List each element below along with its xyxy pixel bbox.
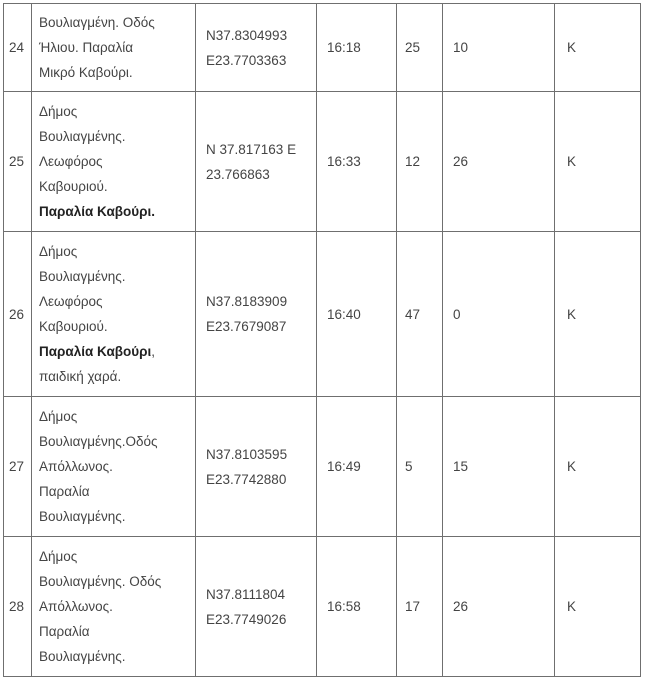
location-description-cell bbox=[32, 232, 196, 397]
location-text: Βουλιαγμένης. Οδός bbox=[39, 574, 162, 589]
longitude-text: E23.7679087 bbox=[206, 319, 287, 334]
time-cell: 16:33 bbox=[317, 92, 397, 232]
category-cell: K bbox=[555, 4, 641, 92]
latitude-text: N37.8111804 bbox=[206, 586, 286, 602]
location-line bbox=[39, 404, 189, 429]
longitude-text: E23.7749026 bbox=[206, 611, 287, 627]
location-text: Βουλιαγμένης. bbox=[39, 649, 126, 664]
location-line bbox=[39, 289, 189, 314]
latitude-text: N37.8103595 bbox=[206, 446, 288, 462]
location-line bbox=[39, 544, 189, 569]
location-text: Βουλιαγμένης. bbox=[39, 129, 126, 144]
location-text: Δήμος bbox=[39, 244, 78, 259]
row-number-cell: 27 bbox=[4, 397, 32, 537]
table-row bbox=[4, 232, 641, 397]
coordinates-cell bbox=[196, 232, 317, 397]
location-line bbox=[39, 339, 189, 364]
location-line bbox=[39, 569, 189, 594]
location-text: Καβουριού. bbox=[39, 319, 108, 334]
row-number-cell: 25 bbox=[4, 92, 32, 232]
table-row bbox=[4, 4, 641, 92]
location-line bbox=[39, 364, 189, 389]
location-line bbox=[39, 454, 189, 479]
value-a-cell: 5 bbox=[397, 397, 443, 537]
location-text: Βουλιαγμένη. Οδός bbox=[39, 15, 155, 30]
value-a-cell: 25 bbox=[397, 4, 443, 92]
category-cell: K bbox=[555, 397, 641, 537]
location-line bbox=[39, 239, 189, 264]
location-text: , bbox=[151, 344, 155, 359]
location-line bbox=[39, 264, 189, 289]
row-number-cell: 28 bbox=[4, 537, 32, 677]
row-number-cell: 26 bbox=[4, 232, 32, 397]
category-cell: K bbox=[555, 537, 641, 677]
location-text: Λεωφόρος bbox=[39, 294, 103, 309]
value-b-cell: 15 bbox=[443, 397, 555, 537]
value-a-cell: 47 bbox=[397, 232, 443, 397]
location-text: Μικρό Καβούρι. bbox=[39, 65, 133, 80]
location-description-cell bbox=[32, 537, 196, 677]
value-b-cell: 0 bbox=[443, 232, 555, 397]
location-text: Δήμος bbox=[39, 104, 78, 119]
time-cell: 16:58 bbox=[317, 537, 397, 677]
longitude-text: E23.7703363 bbox=[206, 52, 287, 68]
row-number-cell: 24 bbox=[4, 4, 32, 92]
beach-name-text: Παραλία Καβούρι bbox=[39, 344, 152, 359]
coordinates-cell bbox=[196, 92, 317, 232]
time-cell: 16:49 bbox=[317, 397, 397, 537]
value-b-cell: 26 bbox=[443, 537, 555, 677]
location-line bbox=[39, 99, 189, 124]
coordinates-cell bbox=[196, 537, 317, 677]
table-row bbox=[4, 92, 641, 232]
value-a-cell: 17 bbox=[397, 537, 443, 677]
location-line bbox=[39, 60, 189, 85]
location-line bbox=[39, 594, 189, 619]
category-cell: K bbox=[555, 232, 641, 397]
location-text: Βουλιαγμένης.Οδός bbox=[39, 434, 158, 449]
coordinates-cell bbox=[196, 4, 317, 92]
location-line bbox=[39, 174, 189, 199]
location-text: Παραλία bbox=[39, 624, 90, 639]
location-description-cell bbox=[32, 92, 196, 232]
location-description-cell bbox=[32, 4, 196, 92]
location-line bbox=[39, 644, 189, 669]
value-b-cell: 10 bbox=[443, 4, 555, 92]
value-b-cell: 26 bbox=[443, 92, 555, 232]
location-line bbox=[39, 10, 189, 35]
location-line bbox=[39, 124, 189, 149]
location-line bbox=[39, 199, 189, 224]
location-text: Καβουριού. bbox=[39, 179, 108, 194]
beach-name-text: Παραλία Καβούρι. bbox=[39, 204, 155, 219]
location-text: Δήμος bbox=[39, 549, 78, 564]
category-cell: K bbox=[555, 92, 641, 232]
location-text: Βουλιαγμένης. bbox=[39, 509, 126, 524]
location-text: Λεωφόρος bbox=[39, 154, 103, 169]
location-text: Παραλία bbox=[39, 484, 90, 499]
location-line bbox=[39, 479, 189, 504]
location-text: Δήμος bbox=[39, 409, 78, 424]
location-line bbox=[39, 149, 189, 174]
time-cell: 16:40 bbox=[317, 232, 397, 397]
latitude-text: N37.8304993 bbox=[206, 27, 288, 43]
time-cell: 16:18 bbox=[317, 4, 397, 92]
location-text: Απόλλωνος. bbox=[39, 459, 113, 474]
location-line bbox=[39, 504, 189, 529]
location-line bbox=[39, 429, 189, 454]
location-line bbox=[39, 619, 189, 644]
locations-table bbox=[3, 3, 641, 677]
longitude-text: 23.766863 bbox=[206, 166, 270, 182]
longitude-text: E23.7742880 bbox=[206, 471, 287, 487]
table-row bbox=[4, 537, 641, 677]
table-body bbox=[4, 4, 641, 677]
location-text: Απόλλωνος. bbox=[39, 599, 113, 614]
location-description-cell bbox=[32, 397, 196, 537]
latitude-text: N37.8183909 bbox=[206, 294, 288, 309]
coordinates-cell bbox=[196, 397, 317, 537]
location-line bbox=[39, 35, 189, 60]
location-text: Ήλιου. Παραλία bbox=[39, 40, 134, 55]
value-a-cell: 12 bbox=[397, 92, 443, 232]
latitude-text: N 37.817163 E bbox=[206, 141, 297, 157]
table-row bbox=[4, 397, 641, 537]
location-line bbox=[39, 314, 189, 339]
location-text: Βουλιαγμένης. bbox=[39, 269, 126, 284]
location-text: παιδική χαρά. bbox=[39, 369, 122, 384]
